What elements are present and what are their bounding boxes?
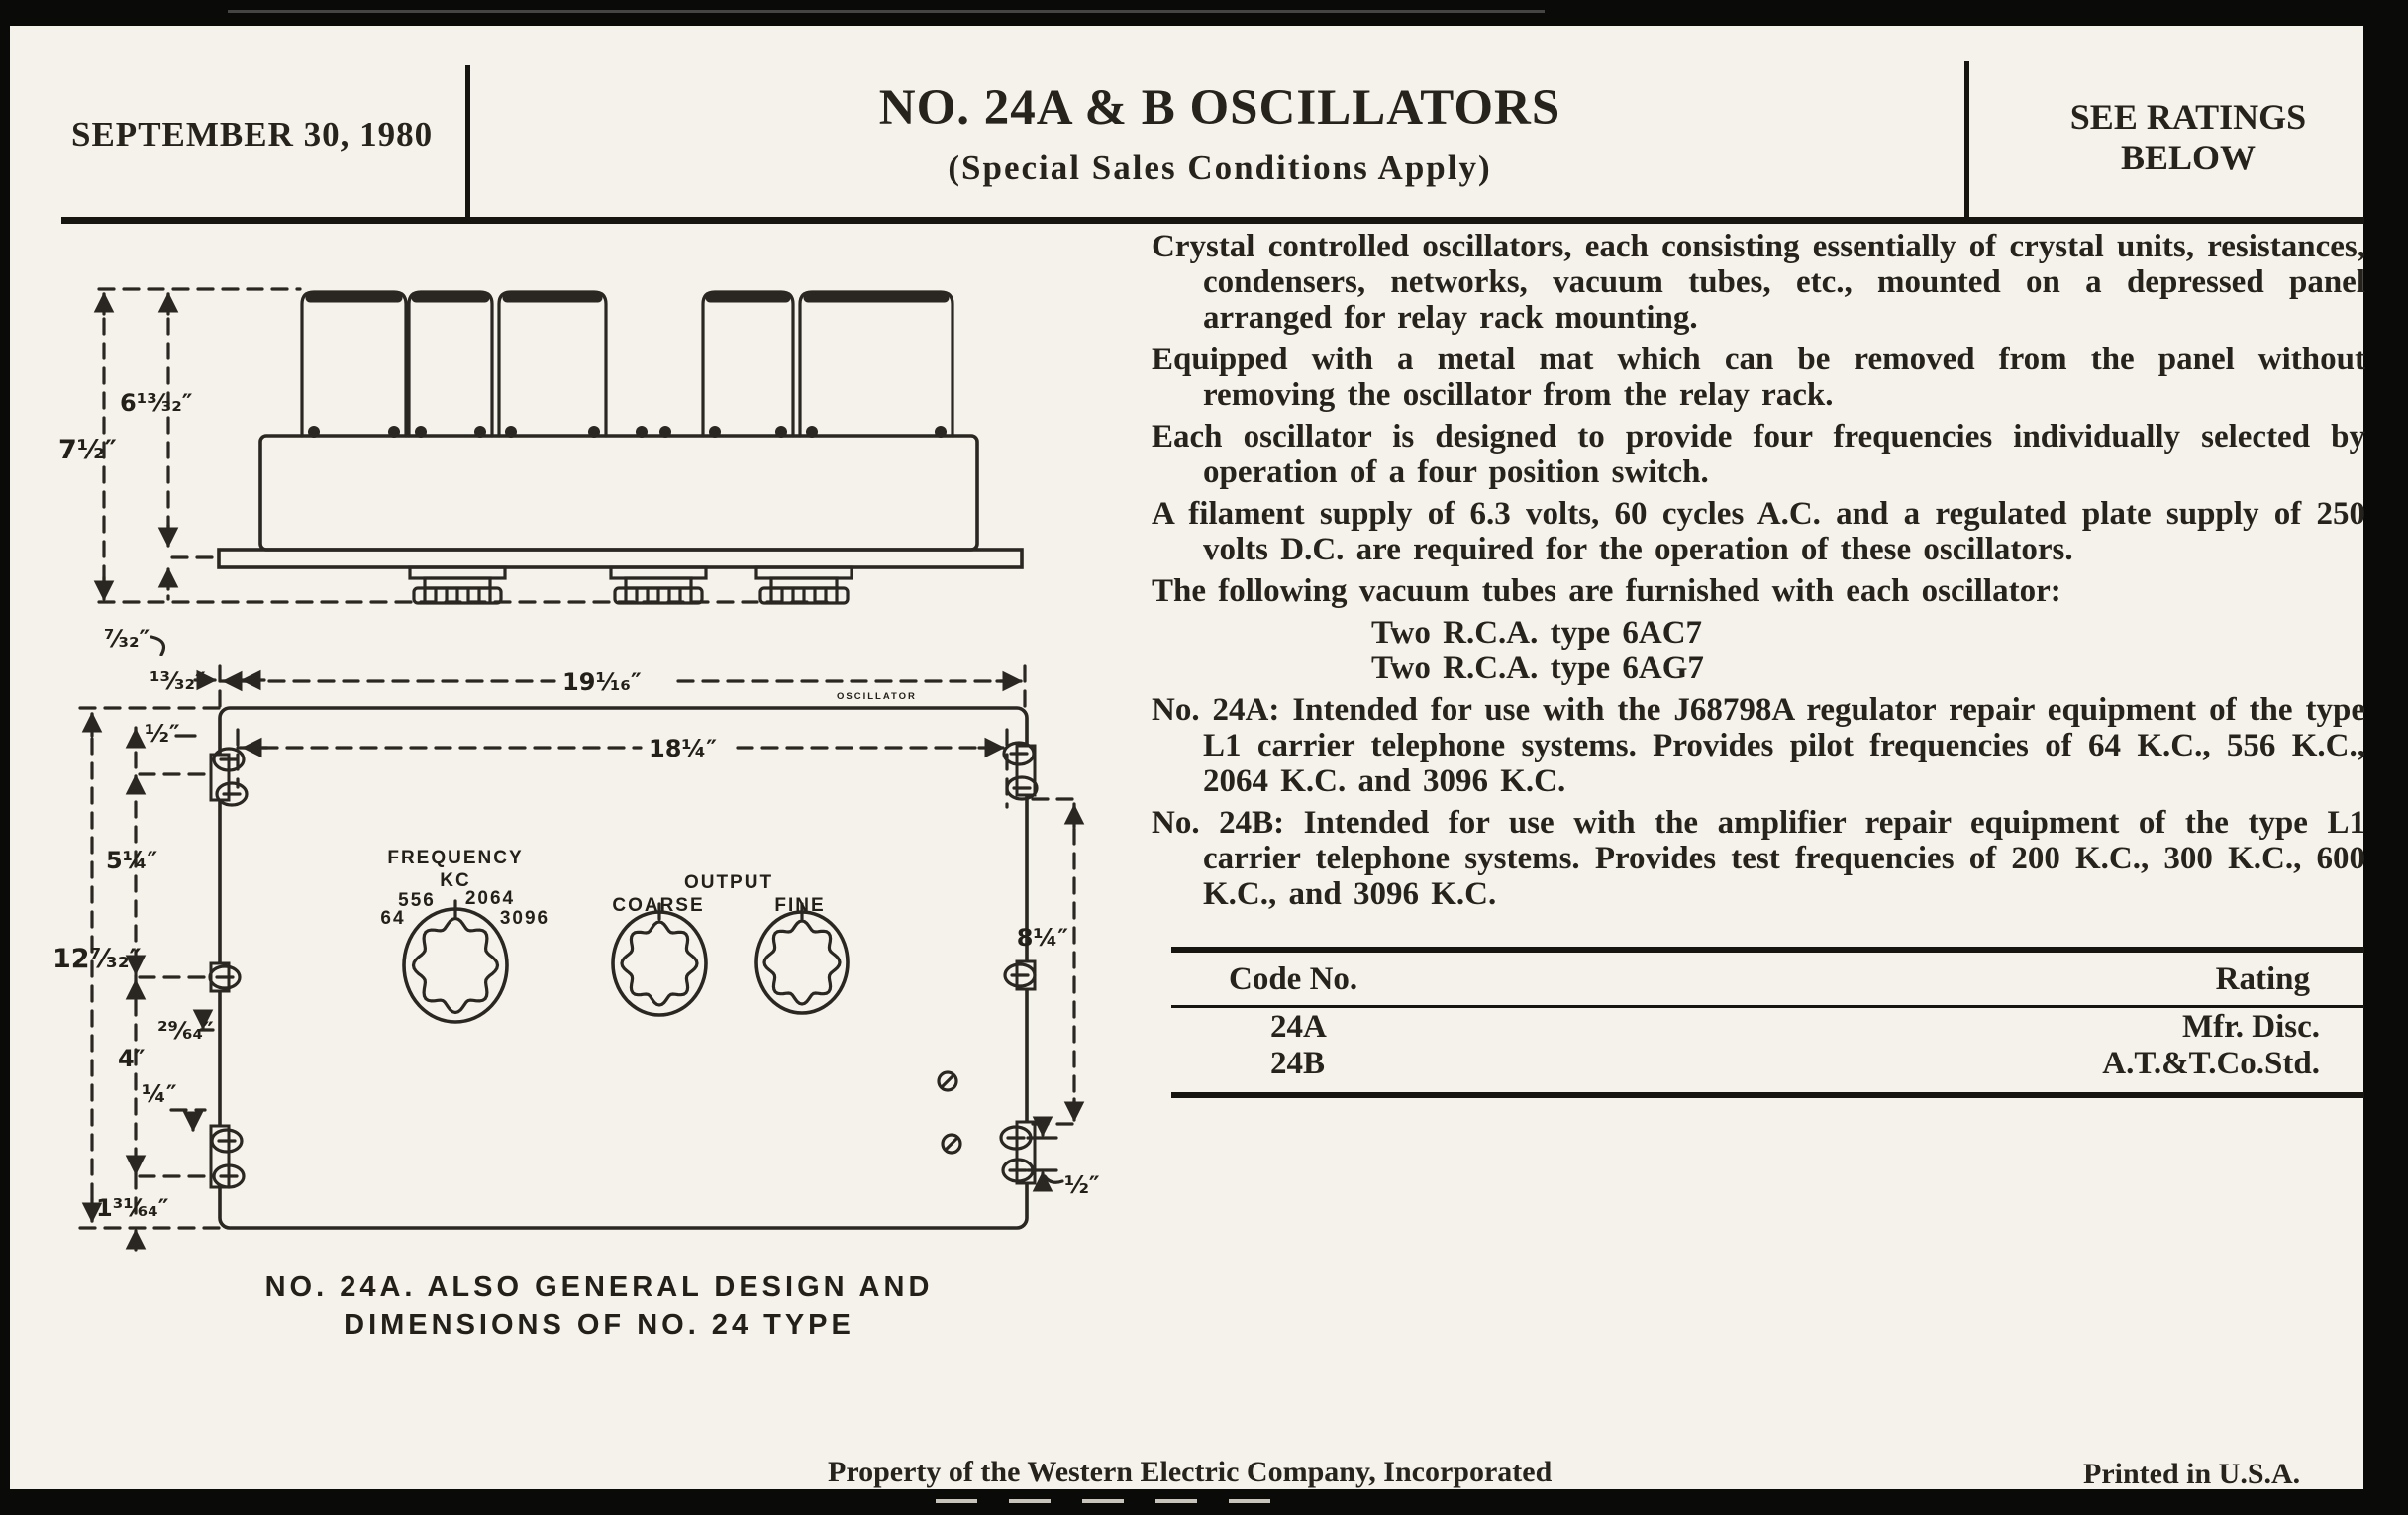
paragraph-metal-mat: Equipped with a metal mat which can be removed from the panel without removing the oscillator from the relay rack. [1152, 342, 2365, 413]
header-title-block [477, 79, 1962, 188]
tube-list-item: Two R.C.A. type 6AC7 [1371, 615, 1703, 651]
dimension-label-8-quarter: 8¼″ [1016, 924, 1068, 952]
panel-screw [943, 1135, 960, 1153]
dimension-label-overall-width: 19¹⁄₁₆″ [562, 668, 642, 696]
height-dimension-lines [58, 294, 215, 599]
vacuum-tube [302, 292, 406, 436]
table-row [1171, 1008, 2364, 1045]
dimension-label-13-32: ¹³⁄₃₂″ [150, 667, 206, 695]
dimension-label-5-quarter: 5¼″ [106, 847, 158, 874]
scan-artifact-bottom-dashes [936, 1499, 1272, 1503]
panel-lettering [380, 848, 825, 929]
frequency-knob-grip [414, 919, 498, 1013]
dimension-label-29-64: ²⁹⁄₆₄″ [157, 1017, 214, 1045]
table-header-row [1171, 953, 2364, 1005]
header-divider-left [465, 65, 470, 217]
table-cell-code: 24B [1270, 1046, 1326, 1081]
table-cell-rating: A.T.&T.Co.Std. [2102, 1046, 2320, 1081]
drawing-caption-line2: DIMENSIONS OF NO. 24 TYPE [344, 1309, 854, 1341]
tube-list-item: Two R.C.A. type 6AG7 [1371, 651, 1704, 686]
drawing-caption-line1: NO. 24A. ALSO GENERAL DESIGN AND [264, 1271, 934, 1303]
vacuum-tube-list [1152, 615, 2365, 686]
fine-label: FINE [774, 895, 826, 916]
dimension-label-right-half: ½″ [1064, 1171, 1100, 1199]
paragraph-four-frequencies: Each oscillator is designed to provide four frequencies individually selected by operation of a four position switch. [1152, 419, 2365, 490]
dimension-label-four: 4″ [118, 1045, 146, 1072]
header-divider-right [1964, 61, 1969, 217]
kc-label: KC [440, 870, 471, 891]
freq-position-3096: 3096 [499, 908, 551, 929]
ratings-note [2000, 97, 2376, 178]
description-column [1152, 229, 2365, 918]
header-rule [61, 217, 2364, 224]
gap-dimension-labels [104, 625, 264, 695]
vacuum-tube [703, 292, 793, 436]
output-fine-knob [756, 904, 848, 1013]
freq-position-64: 64 [380, 908, 406, 929]
drawing-caption [149, 1268, 1050, 1344]
dimension-label-tube-height: 6¹³⁄₃₂″ [120, 389, 193, 417]
mounting-flange [219, 550, 1022, 567]
ratings-note-line2: BELOW [2120, 138, 2257, 177]
ratings-note-line1: SEE RATINGS [2069, 97, 2307, 137]
page-subtitle: (Special Sales Conditions Apply) [948, 149, 1492, 187]
dimension-label-1-31-64: 1³¹⁄₆₄″ [96, 1194, 169, 1222]
ratings-table [1171, 947, 2364, 1098]
page-title: NO. 24A & B OSCILLATORS [878, 80, 1561, 136]
footer-property-note: Property of the Western Electric Company, Incorporated [828, 1456, 1553, 1488]
frequency-knob [404, 901, 507, 1022]
oscillator-technical-drawing [45, 272, 1154, 1362]
knob-shaft [756, 567, 852, 603]
vacuum-tubes [302, 292, 953, 438]
freq-position-556: 556 [398, 890, 436, 911]
output-coarse-knob [613, 904, 706, 1015]
left-dimension-chain [52, 708, 219, 1250]
vacuum-tube [800, 292, 953, 436]
paragraph-vacuum-tubes-intro: The following vacuum tubes are furnished with each oscillator: [1152, 573, 2061, 609]
dimension-label-half: ½″ [145, 720, 180, 748]
table-header-code: Code No. [1229, 961, 1358, 997]
table-row [1171, 1045, 2364, 1081]
width-dimension-lines [220, 666, 1025, 807]
paragraph-filament-supply: A filament supply of 6.3 volts, 60 cycles A.C. and a regulated plate supply of 250 volts D.C. are required for the operation of these oscillators. [1152, 496, 2365, 567]
paragraph-no-24a: No. 24A: Intended for use with the J68798A regulator repair equipment of the type L1 carrier telephone systems. Provides pilot frequencies of 64 K.C., 556 K.C., 2064 K.C. and 3096 K.C. [1152, 692, 2365, 799]
table-rule-bottom [1171, 1092, 2364, 1098]
document-date: SEPTEMBER 30, 1980 [71, 115, 434, 153]
front-panel-view [52, 666, 1100, 1250]
output-label: OUTPUT [683, 872, 774, 893]
right-dimension-chain [1017, 799, 1100, 1199]
knob-shaft-assemblies [410, 567, 852, 603]
vacuum-tube [499, 292, 606, 436]
dimension-label-inner-width: 18¼″ [649, 735, 717, 762]
dimension-label-overall-height: 7½″ [58, 435, 117, 465]
table-cell-code: 24A [1270, 1009, 1327, 1045]
footer-printed-note: Printed in U.S.A. [2083, 1458, 2301, 1490]
dimension-label-7-32: ⁷⁄₃₂″ [104, 625, 150, 653]
frequency-label: FREQUENCY [387, 848, 524, 868]
table-cell-rating: Mfr. Disc. [2182, 1009, 2320, 1045]
paragraph-crystal: Crystal controlled oscillators, each consisting essentially of crystal units, resistances, condensers, networks, vacuum tubes, etc., mounted on a depressed panel arranged for relay rack mounting. [1152, 229, 2365, 336]
scan-artifact-top-line [228, 10, 1545, 13]
paragraph-no-24b: No. 24B: Intended for use with the amplifier repair equipment of the type L1 carrier telephone systems. Provides test frequencies of 200 K.C., 300 K.C., 600 K.C., and 3096 K.C. [1152, 805, 2365, 912]
knob-shaft [611, 567, 706, 603]
coarse-label: COARSE [612, 895, 705, 916]
knob-shaft [410, 567, 505, 603]
coarse-knob-grip [622, 922, 697, 1005]
fine-knob-grip [764, 921, 840, 1004]
vacuum-tube [409, 292, 492, 436]
side-elevation-view [58, 289, 1022, 695]
table-header-rating: Rating [2215, 961, 2310, 997]
dimension-label-left-total: 12⁷⁄₃₂″ [52, 944, 142, 974]
freq-position-2064: 2064 [464, 888, 516, 909]
panel-screw [939, 1072, 956, 1090]
chassis-body [260, 436, 977, 550]
dimension-label-quarter: ¼″ [142, 1080, 177, 1108]
panel-engraving-oscillator: OSCILLATOR [837, 691, 917, 702]
